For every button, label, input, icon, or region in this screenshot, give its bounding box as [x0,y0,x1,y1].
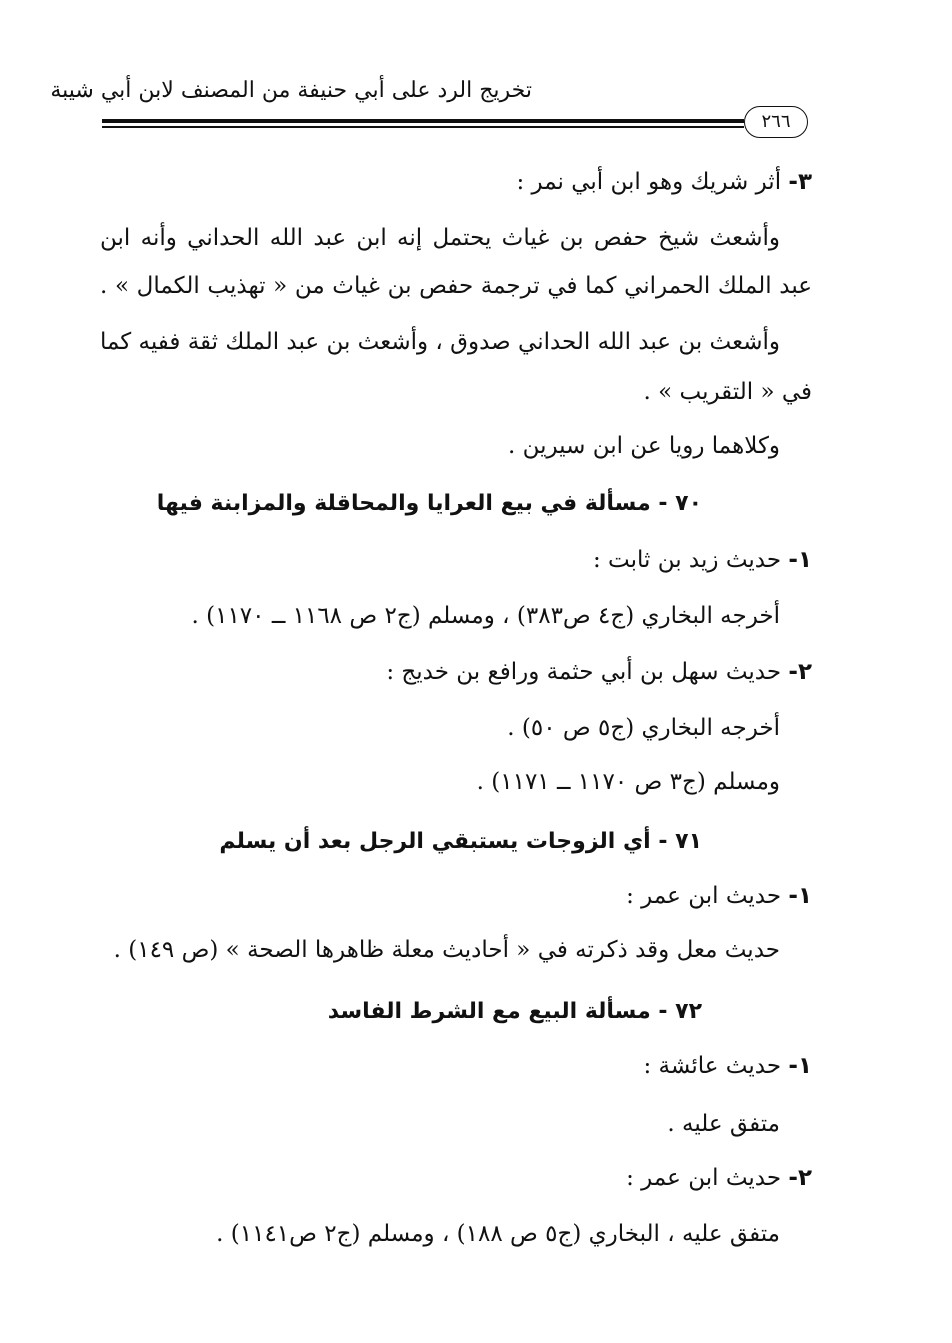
item-line: ١- حديث ابن عمر : [626,883,812,909]
paragraph-line: عبد الملك الحمراني كما في ترجمة حفص بن غياث من « تهذيب الكمال » . [100,273,812,299]
page-number-badge: ٢٦٦ [744,106,808,138]
paragraph-line: متفق عليه . [667,1111,780,1137]
item-line: ٣- أثر شريك وهو ابن أبي نمر : [516,169,812,195]
paragraph-line: أخرجه البخاري (ج٤ ص٣٨٣) ، ومسلم (ج٢ ص ١١٦٨ ــ ١١٧٠) . [191,603,780,629]
item-line: ٢- حديث ابن عمر : [626,1165,812,1191]
paragraph-line: وكلاهما رويا عن ابن سيرين . [507,433,780,459]
paragraph-line: أخرجه البخاري (ج٥ ص ٥٠) . [507,715,780,741]
item-line: ١- حديث عائشة : [643,1053,812,1079]
paragraph-line: وأشعث شيخ حفص بن غياث يحتمل إنه ابن عبد الله الحداني وأنه ابن [100,225,780,251]
running-header-title: تخريج الرد على أبي حنيفة من المصنف لابن أبي شيبة [50,78,532,103]
section-heading: ٧٢ - مسألة البيع مع الشرط الفاسد [327,999,702,1024]
item-line: ٢- حديث سهل بن أبي حثمة ورافع بن خديج : [386,659,812,685]
item-line: ١- حديث زيد بن ثابت : [592,547,812,573]
paragraph-line: ومسلم (ج٣ ص ١١٧٠ ــ ١١٧١) . [476,769,780,795]
paragraph-line: متفق عليه ، البخاري (ج٥ ص ١٨٨) ، ومسلم (ج٢ ص١١٤١) . [216,1221,780,1247]
section-heading: ٧٠ - مسألة في بيع العرايا والمحاقلة والمزابنة فيها [156,491,702,516]
section-heading: ٧١ - أي الزوجات يستبقي الرجل بعد أن يسلم [219,829,702,854]
header-rule-thick [102,119,744,123]
paragraph-line: وأشعث بن عبد الله الحداني صدوق ، وأشعث بن عبد الملك ثقة ففيه كما [99,329,780,355]
paragraph-line: حديث معل وقد ذكرته في « أحاديث معلة ظاهرها الصحة » (ص ١٤٩) . [113,937,780,963]
header-rule-thin [102,126,744,128]
paragraph-line: في « التقريب » . [643,379,812,405]
